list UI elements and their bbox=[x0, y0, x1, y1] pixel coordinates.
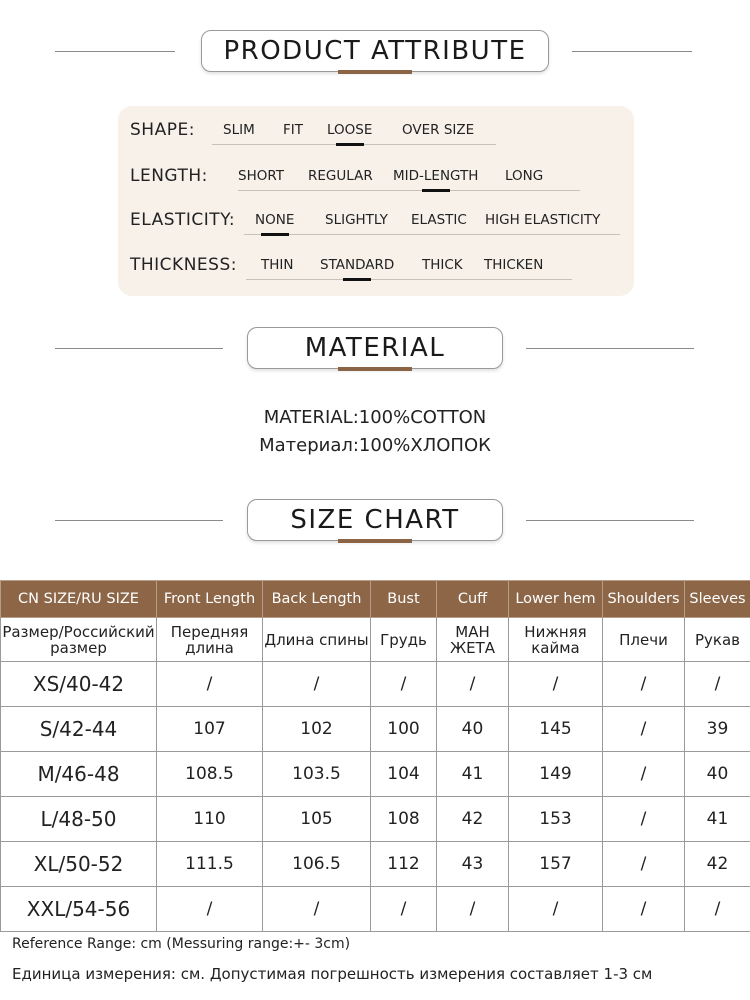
column-header-ru: Длина спины bbox=[263, 618, 371, 662]
measurement-cell: / bbox=[263, 662, 371, 707]
table-header-row bbox=[1, 581, 750, 618]
measurement-cell: 111.5 bbox=[157, 842, 263, 887]
measurement-cell: / bbox=[603, 842, 685, 887]
table-row bbox=[1, 662, 750, 707]
measurement-cell: 149 bbox=[509, 752, 603, 797]
attribute-label: SHAPE: bbox=[130, 120, 195, 140]
attribute-option-label: LONG bbox=[505, 168, 544, 184]
measurement-cell: / bbox=[263, 887, 371, 932]
divider-left bbox=[55, 51, 175, 52]
size-chart-header bbox=[0, 499, 750, 541]
column-header-ru: Плечи bbox=[603, 618, 685, 662]
attribute-option bbox=[411, 212, 467, 228]
attribute-option bbox=[238, 168, 284, 184]
attribute-option-label: THIN bbox=[261, 257, 294, 273]
column-header-ru: Передняя длина bbox=[157, 618, 263, 662]
attribute-option bbox=[485, 212, 600, 228]
measurement-cell: 100 bbox=[371, 707, 437, 752]
measurement-cell: 108 bbox=[371, 797, 437, 842]
column-header-ru: Рукав bbox=[685, 618, 750, 662]
measurement-cell: / bbox=[371, 887, 437, 932]
selected-underline bbox=[336, 143, 364, 146]
attribute-row bbox=[130, 120, 630, 146]
measurement-cell: / bbox=[685, 662, 750, 707]
title-accent-bar bbox=[338, 539, 412, 543]
attribute-option bbox=[283, 122, 303, 138]
measurement-cell: 42 bbox=[437, 797, 509, 842]
attribute-label: ELASTICITY: bbox=[130, 210, 236, 230]
material-line-ru: Материал:100%ХЛОПОК bbox=[259, 435, 491, 456]
table-row bbox=[1, 797, 750, 842]
attribute-option-label: OVER SIZE bbox=[402, 122, 475, 138]
measurement-cell: 103.5 bbox=[263, 752, 371, 797]
measurement-cell: 112 bbox=[371, 842, 437, 887]
measurement-cell: 41 bbox=[437, 752, 509, 797]
size-cell: M/46-48 bbox=[1, 752, 157, 797]
attribute-option-label: STANDARD bbox=[320, 257, 395, 273]
attribute-option bbox=[325, 212, 388, 228]
attribute-option-label: HIGH ELASTICITY bbox=[485, 212, 601, 228]
measurement-cell: / bbox=[603, 707, 685, 752]
column-header: Front Length bbox=[157, 581, 263, 618]
attribute-row bbox=[130, 166, 630, 192]
column-header-ru: Размер/Российский размер bbox=[1, 618, 157, 662]
attribute-row bbox=[130, 210, 630, 236]
measurement-cell: 40 bbox=[685, 752, 750, 797]
divider-right bbox=[572, 51, 692, 52]
attribute-options bbox=[238, 168, 580, 191]
attribute-option-label: LOOSE bbox=[327, 122, 373, 138]
table-header-row-ru bbox=[1, 618, 750, 662]
attribute-option-label: MID-LENGTH bbox=[393, 168, 479, 184]
attribute-option bbox=[422, 257, 463, 273]
measurement-cell: / bbox=[603, 797, 685, 842]
reference-range-note: Reference Range: cm (Messuring range:+- 3cm) bbox=[12, 936, 351, 952]
attribute-options bbox=[212, 122, 496, 145]
attribute-option-label: NONE bbox=[255, 212, 295, 228]
attribute-label: LENGTH: bbox=[130, 166, 208, 186]
attribute-option bbox=[308, 168, 373, 184]
attribute-option-label: THICK bbox=[422, 257, 463, 273]
divider-left bbox=[55, 520, 223, 521]
measurement-cell: 110 bbox=[157, 797, 263, 842]
measurement-cell: 108.5 bbox=[157, 752, 263, 797]
measurement-cell: 153 bbox=[509, 797, 603, 842]
column-header: CN SIZE/RU SIZE bbox=[1, 581, 157, 618]
measurement-cell: / bbox=[157, 887, 263, 932]
measurement-cell: 40 bbox=[437, 707, 509, 752]
divider-right bbox=[526, 348, 694, 349]
attribute-option bbox=[505, 168, 543, 184]
table-row bbox=[1, 887, 750, 932]
measurement-cell: 157 bbox=[509, 842, 603, 887]
table-row bbox=[1, 842, 750, 887]
title-accent-bar bbox=[338, 367, 412, 371]
measurement-cell: 107 bbox=[157, 707, 263, 752]
column-header: Bust bbox=[371, 581, 437, 618]
attribute-row bbox=[130, 255, 630, 281]
attribute-option-label: SHORT bbox=[238, 168, 284, 184]
section-title bbox=[247, 499, 503, 541]
product-attribute-title: PRODUCT ATTRIBUTE bbox=[223, 36, 527, 66]
section-title bbox=[247, 327, 503, 369]
measurement-cell: 105 bbox=[263, 797, 371, 842]
attribute-panel bbox=[118, 106, 634, 296]
measurement-cell: / bbox=[603, 662, 685, 707]
column-header: Lower hem bbox=[509, 581, 603, 618]
measurement-cell: / bbox=[157, 662, 263, 707]
measurement-cell: / bbox=[509, 662, 603, 707]
size-cell: XS/40-42 bbox=[1, 662, 157, 707]
measurement-cell: / bbox=[371, 662, 437, 707]
material-line-en: MATERIAL:100%COTTON bbox=[263, 407, 487, 428]
measurement-cell: 42 bbox=[685, 842, 750, 887]
measurement-cell: 43 bbox=[437, 842, 509, 887]
column-header-ru: Грудь bbox=[371, 618, 437, 662]
measurement-cell: 145 bbox=[509, 707, 603, 752]
attribute-option-label: FIT bbox=[283, 122, 303, 138]
size-chart-title: SIZE CHART bbox=[290, 505, 460, 535]
attribute-option bbox=[255, 212, 294, 228]
column-header: Cuff bbox=[437, 581, 509, 618]
attribute-options bbox=[244, 212, 620, 235]
measurement-cell: 41 bbox=[685, 797, 750, 842]
column-header: Shoulders bbox=[603, 581, 685, 618]
size-cell: L/48-50 bbox=[1, 797, 157, 842]
attribute-option bbox=[484, 257, 543, 273]
attribute-option bbox=[261, 257, 293, 273]
measurement-cell: 106.5 bbox=[263, 842, 371, 887]
attribute-label: THICKNESS: bbox=[130, 255, 237, 275]
measurement-cell: / bbox=[437, 887, 509, 932]
measurement-cell: / bbox=[437, 662, 509, 707]
column-header-ru: Нижняя кайма bbox=[509, 618, 603, 662]
size-cell: XXL/54-56 bbox=[1, 887, 157, 932]
attribute-option-label: REGULAR bbox=[308, 168, 373, 184]
attribute-option-label: ELASTIC bbox=[411, 212, 467, 228]
attribute-option bbox=[393, 168, 478, 184]
divider-right bbox=[526, 520, 694, 521]
divider-left bbox=[55, 348, 223, 349]
attribute-option-label: SLIM bbox=[223, 122, 255, 138]
column-header: Back Length bbox=[263, 581, 371, 618]
column-header: Sleeves bbox=[685, 581, 750, 618]
product-attribute-header bbox=[0, 30, 750, 72]
material-title: MATERIAL bbox=[304, 333, 446, 363]
measurement-cell: 39 bbox=[685, 707, 750, 752]
attribute-option-label: THICKEN bbox=[484, 257, 544, 273]
measurement-cell: 104 bbox=[371, 752, 437, 797]
size-chart-table bbox=[0, 580, 750, 932]
title-accent-bar bbox=[338, 70, 412, 74]
selected-underline bbox=[261, 233, 289, 236]
attribute-option bbox=[320, 257, 394, 273]
attribute-options bbox=[246, 257, 572, 280]
table-row bbox=[1, 707, 750, 752]
column-header-ru: МАН ЖЕТА bbox=[437, 618, 509, 662]
table-row bbox=[1, 752, 750, 797]
measurement-cell: / bbox=[603, 752, 685, 797]
selected-underline bbox=[422, 189, 450, 192]
measurement-cell: / bbox=[685, 887, 750, 932]
size-cell: S/42-44 bbox=[1, 707, 157, 752]
measurement-cell: 102 bbox=[263, 707, 371, 752]
section-title bbox=[201, 30, 549, 72]
attribute-option bbox=[223, 122, 255, 138]
material-header bbox=[0, 327, 750, 369]
measurement-cell: / bbox=[509, 887, 603, 932]
measurement-cell: / bbox=[603, 887, 685, 932]
attribute-option bbox=[402, 122, 474, 138]
size-cell: XL/50-52 bbox=[1, 842, 157, 887]
attribute-option-label: SLIGHTLY bbox=[325, 212, 388, 228]
measurement-note-ru: Единица измерения: см. Допустимая погрешность измерения составляет 1-3 см bbox=[12, 965, 653, 983]
selected-underline bbox=[343, 278, 371, 281]
attribute-option bbox=[327, 122, 372, 138]
